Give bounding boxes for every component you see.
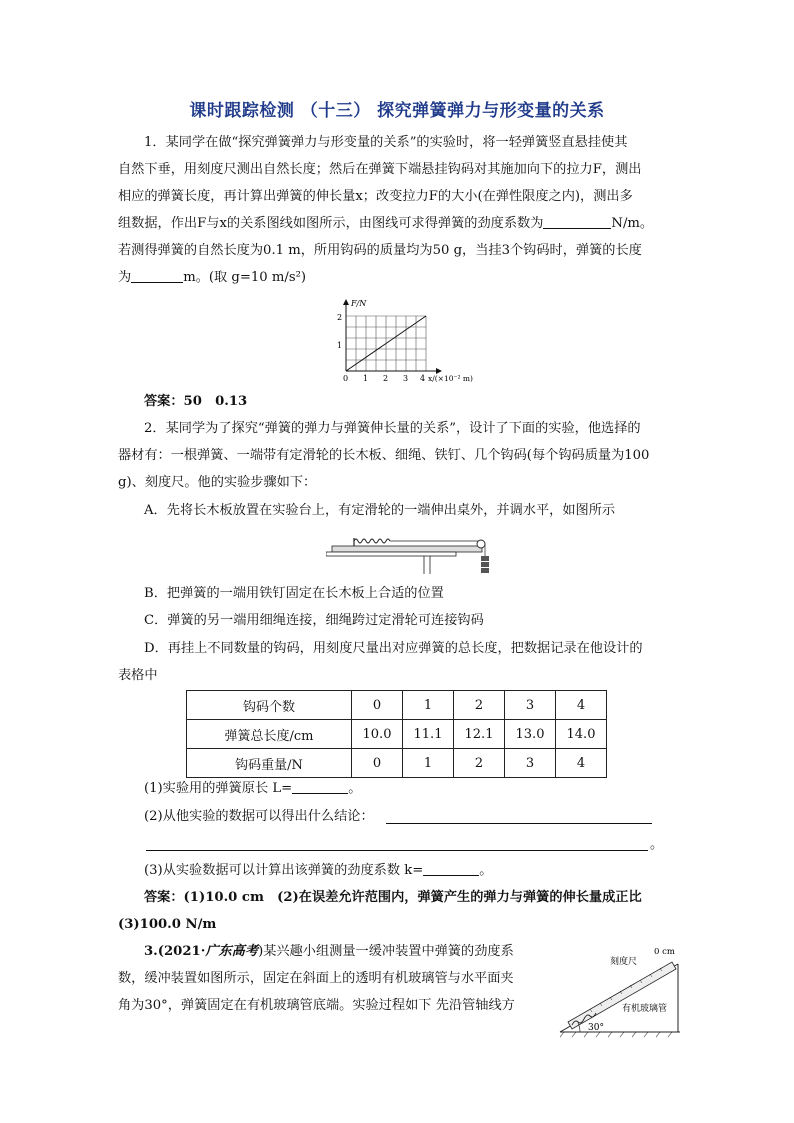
- graph-x-tick-1: 1: [363, 374, 369, 383]
- table-cell: 12.1: [454, 720, 505, 749]
- q1-line-6-text: 为: [118, 270, 132, 285]
- graph-x-tick-3: 3: [403, 374, 409, 383]
- table-cell: 0: [352, 749, 403, 778]
- q2-blank-conclusion-1[interactable]: [386, 823, 652, 824]
- table-top: [326, 552, 456, 556]
- fig-angle-label: 30°: [588, 1023, 604, 1033]
- q3-prefix: 3.(2021·: [144, 944, 206, 959]
- fig-zero-label: 0 cm: [654, 947, 675, 957]
- page-title: 课时跟踪检测 （十三） 探究弹簧弹力与形变量的关系: [189, 101, 605, 121]
- q1-line-6: [118, 264, 678, 291]
- table-cell: 2: [454, 691, 505, 720]
- q2-answer-1: 答案：(1)10.0 cm (2)在误差允许范围内，弹簧产生的弹力与弹簧的伸长量成正比: [144, 890, 642, 905]
- table-cell: 14.0: [556, 720, 607, 749]
- q1-line-4-text: 组数据，作出F与x的关系图线如图所示，由图线可求得弹簧的劲度系数为: [118, 216, 544, 231]
- graph-x-label: x/(×10⁻² m): [428, 374, 473, 383]
- q2-sub-1-text: (1)实验用的弹簧原长 L=: [144, 781, 293, 796]
- table-cell: 3: [505, 691, 556, 720]
- ground-hatch: [560, 1032, 672, 1037]
- q2-sub-3: [118, 857, 678, 884]
- q2-step-c: C．弹簧的另一端用细绳连接，细绳跨过定滑轮可连接钩码: [144, 613, 484, 628]
- graph-x-tick-2: 2: [383, 374, 389, 383]
- q1-line-3: 相应的弹簧长度，再计算出弹簧的伸长量x；改变拉力F的大小(在弹性限度之内)，测出多: [118, 189, 633, 204]
- table-cell: 1: [403, 749, 454, 778]
- table-row: [187, 720, 607, 749]
- force-extension-graph: [330, 296, 500, 386]
- q2-blank-conclusion-2[interactable]: [146, 850, 648, 851]
- q2-line-2: 器材有：一根弹簧、一端带有定滑轮的长木板、细绳、铁钉、几个钩码(每个钩码质量为100: [118, 448, 650, 463]
- table-row-label: 钩码个数: [187, 691, 352, 720]
- graph-x-tick-0: 0: [343, 374, 349, 383]
- q1-blank-k[interactable]: [543, 214, 611, 229]
- q2-answer-2: (3)100.0 N/m: [118, 917, 217, 932]
- table-row-label: 弹簧总长度/cm: [187, 720, 352, 749]
- q2-step-d: D．再挂上不同数量的钩码，用刻度尺量出对应弹簧的总长度，把数据记录在他设计的: [144, 641, 643, 656]
- weight-2: [481, 562, 489, 567]
- q3-source: 广东高考: [205, 944, 259, 959]
- q2-blank-k[interactable]: [423, 861, 479, 876]
- table-cell: 11.1: [403, 720, 454, 749]
- graph-y-label: F/N: [351, 299, 367, 308]
- weight-1: [481, 556, 489, 561]
- incline-figure: [550, 940, 690, 1040]
- q2-step-a: A．先将长木板放置在实验台上，有定滑轮的一端伸出桌外，并调水平，如图所示: [144, 503, 616, 518]
- table-cell: 13.0: [505, 720, 556, 749]
- table-cell: 4: [556, 749, 607, 778]
- table-cell: 3: [505, 749, 556, 778]
- graph-x-tick-4: 4: [420, 374, 426, 383]
- table-cell: 1: [403, 691, 454, 720]
- q1-line-2: 自然下垂，用刻度尺测出自然长度；然后在弹簧下端悬挂钩码对其施加向下的拉力F，测出: [118, 162, 642, 177]
- q3-line-2: 数，缓冲装置如图所示，固定在斜面上的透明有机玻璃管与水平面夹: [118, 971, 514, 986]
- q2-line-3: g)、刻度尺。他的实验步骤如下：: [118, 475, 317, 490]
- table-row: [187, 749, 607, 778]
- fig-tube-label: 有机玻璃管: [622, 1004, 668, 1014]
- q3-line-1-text: )某兴趣小组测量一缓冲装置中弹簧的劲度系: [258, 944, 514, 959]
- q3-line-1: [118, 938, 548, 965]
- q1-unit-k: N/m。: [611, 216, 654, 231]
- q2-sub-3-end: 。: [479, 863, 493, 878]
- table-row: [187, 691, 607, 720]
- table-cell: 10.0: [352, 720, 403, 749]
- apparatus-figure: [326, 526, 501, 576]
- data-table: [186, 690, 607, 778]
- q2-line-1: 2．某同学为了探究“弹簧的弹力与弹簧伸长量的关系”，设计了下面的实验，他选择的: [144, 421, 641, 436]
- pulley: [477, 540, 485, 548]
- q2-step-d-cont: 表格中: [118, 668, 158, 683]
- q2-step-b: B．把弹簧的一端用铁钉固定在长木板上合适的位置: [144, 586, 444, 601]
- q1-line-5: 若测得弹簧的自然长度为0.1 m，所用钩码的质量均为50 g，当挂3个钩码时，弹簧的长度: [118, 243, 642, 258]
- q2-sub-2: (2)从他实验的数据可以得出什么结论：: [144, 809, 374, 824]
- q2-blank-length[interactable]: [292, 779, 348, 794]
- graph-y-tick-2: 2: [337, 313, 343, 322]
- graph-y-tick-1: 1: [337, 341, 343, 350]
- q2-sub-1-end: 。: [348, 781, 362, 796]
- table-row-label: 钩码重量/N: [187, 749, 352, 778]
- table-cell: 0: [352, 691, 403, 720]
- fig-ruler-label: 刻度尺: [610, 957, 638, 967]
- q2-sub-3-text: (3)从实验数据可以计算出该弹簧的劲度系数 k=: [144, 863, 424, 878]
- spring: [354, 539, 390, 543]
- table-cell: 2: [454, 749, 505, 778]
- table-cell: 4: [556, 691, 607, 720]
- q1-line-1: 1．某同学在做“探究弹簧弹力与形变量的关系”的实验时，将一轻弹簧竖直悬挂使其: [144, 135, 628, 150]
- q3-line-3: 角为30°，弹簧固定在有机玻璃管底端。实验过程如下 先沿管轴线方: [118, 998, 515, 1013]
- q1-answer: 答案：50 0.13: [144, 394, 248, 409]
- weight-3: [481, 568, 489, 573]
- q1-blank-length[interactable]: [131, 268, 183, 283]
- q2-sub-1: [118, 775, 678, 802]
- q1-line-4: [118, 210, 678, 237]
- graph-y-arrow: [343, 299, 349, 305]
- q2-sub-2-end: 。: [650, 837, 664, 852]
- long-board: [332, 546, 482, 552]
- q1-unit-length: m。(取 g=10 m/s²): [183, 270, 307, 285]
